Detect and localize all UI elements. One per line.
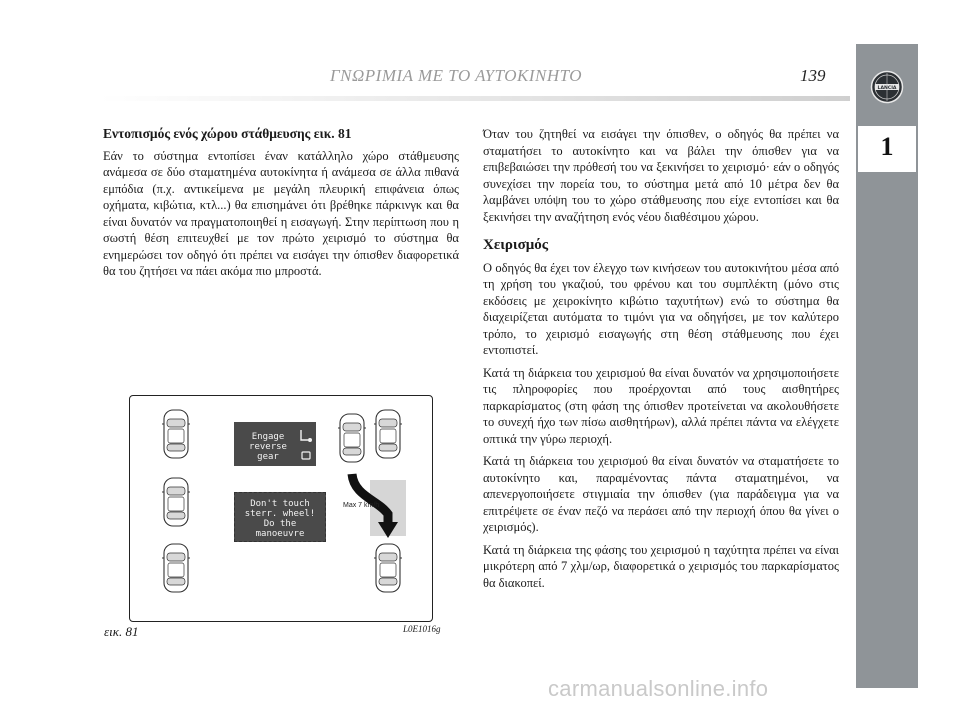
page-number: 139 (800, 66, 826, 85)
parked-car (162, 544, 190, 592)
watermark: carmanualsonline.info (548, 676, 769, 701)
display1-line1: Engage (251, 432, 285, 442)
left-column (103, 126, 459, 286)
lancia-logo-icon (870, 70, 904, 104)
parked-car (374, 410, 402, 458)
gear-lever-icon (298, 426, 314, 462)
header-rule (100, 96, 850, 101)
figure-caption: εικ. 81 (104, 624, 139, 639)
running-header-title: ΓΝΩΡΙΜΙΑ ΜΕ ΤΟ ΑΥΤΟΚΙΝΗΤΟ (330, 66, 583, 85)
paragraph-stop: Κατά τη διάρκεια του χειρισμού θα είναι δυνατόν να σταματήσετε το αυτοκίνητο και, παραμένοντας πάντα σταματημένοι, να απενεργοποιήσετε στιγμιαία την όπισθεν (για παράδειγμα για να επιτρέψετε σε έναν πεζό να περάσει από την περιοχή όπου θα γίνει ο χειρισμός). (483, 454, 839, 534)
parked-car (374, 544, 402, 592)
display-engage-reverse (234, 422, 316, 466)
paragraph-parking-search: Εάν το σύστημα εντοπίσει έναν κατάλληλο χώρο στάθμευσης ανάμεσα σε δύο σταματημένα αυτοκίνητα ή ανάμεσα σε άλλα πιθανά εμπόδια (π.χ. αντικείμενα με μεγάλη πλευρική επιφάνεια όπως οχήματα, κιβώτια, κτλ...) θα επισημάνει ότι βρέθηκε πάρκινγκ και θα είναι δυνατόν να πραγματοποιηθεί η εισαγωγή. Στην περίπτωση που η σωστή θέση επιτευχθεί με τον πρώτο χειρισμό το σύστημα θα ενημερώσει τον οδηγό ότι πρέπει να εισάγει την όπισθεν διαφορετικά θα του ζητήσει να πάει ακόμα πιο μπροστά. (103, 148, 459, 278)
manoeuvring-car (338, 414, 366, 462)
logo-text: LANCIA (877, 86, 897, 91)
display2-line2: sterr. wheel! (244, 509, 316, 519)
parked-car (162, 410, 190, 458)
section-title-manoeuvre: Χειρισμός (483, 237, 549, 253)
display2-line4: manoeuvre (255, 529, 305, 539)
display2-line1: Don't touch (250, 499, 310, 509)
parked-car (162, 478, 190, 526)
paragraph-speed: Κατά τη διάρκεια της φάσης του χειρισμού η ταχύτητα πρέπει να είναι μικρότερη από 7 χλμ/ωρ, διαφορετικά ο χειρισμός του παρκαρίσματος θα διακοπεί. (483, 542, 839, 590)
right-column (483, 126, 839, 597)
display1-line2: reverse (249, 442, 287, 452)
speed-limit-label: Max 7 km/h (343, 502, 380, 509)
paragraph-sensors: Κατά τη διάρκεια του χειρισμού θα είναι δυνατόν να χρησιμοποιήσετε τις πληροφορίες που προέρχονται από τους αισθητήρες παρκαρίσματος (στη φάση της όπισθεν προτείνεται να ακολουθήσετε το συνεχή ήχο των πίσω αισθητήρων), αλλά πρέπει πάντα να ελέγχετε οπτικά την γύρω περιοχή. (483, 365, 839, 446)
section-title-parking-search: Εντοπισμός ενός χώρου στάθμευσης εικ. 81 (103, 126, 352, 141)
display1-line3: gear (257, 452, 279, 462)
paragraph-manoeuvre-control: Ο οδηγός θα έχει τον έλεγχο των κινήσεων του αυτοκινήτου μέσα από τη χρήση του γκαζιού, του φρένου και του συμπλέκτη (μόνο στις εκδόσεις με χειροκίνητο κιβώτιο ταχυτήτων) ενώ το σύστημα θα διαχειρίζεται αυτόματα το τιμόνι για να οδηγήσει, με τον καλύτερο τρόπο, το χειρισμό εισαγωγής στη θέση στάθμευσης που έχει εντοπιστεί. (483, 260, 839, 357)
paragraph-reverse: Όταν του ζητηθεί να εισάγει την όπισθεν, ο οδηγός θα πρέπει να σταματήσει το αυτοκίνητο και να βάλει την όπισθεν για να επιβεβαιώσει την πρόθεσή του να ξεκινήσει το χειρισμό· εάν ο οδηγός συνεχίσει την πορεία του, το σύστημα μετά από 10 μέτρα δεν θα λαμβάνει υπόψη του το χώρο στάθμευσης που είχε εντοπίσει και θα ξεκινήσει την αναζήτηση ενός νέου διαθέσιμου χώρου. (483, 127, 839, 224)
display2-line3: Do the (263, 519, 297, 529)
figure-parking-illustration (129, 395, 433, 622)
chapter-number: 1 (880, 132, 894, 161)
display-dont-touch-wheel (234, 492, 326, 542)
figure-code: L0E1016g (403, 624, 441, 634)
